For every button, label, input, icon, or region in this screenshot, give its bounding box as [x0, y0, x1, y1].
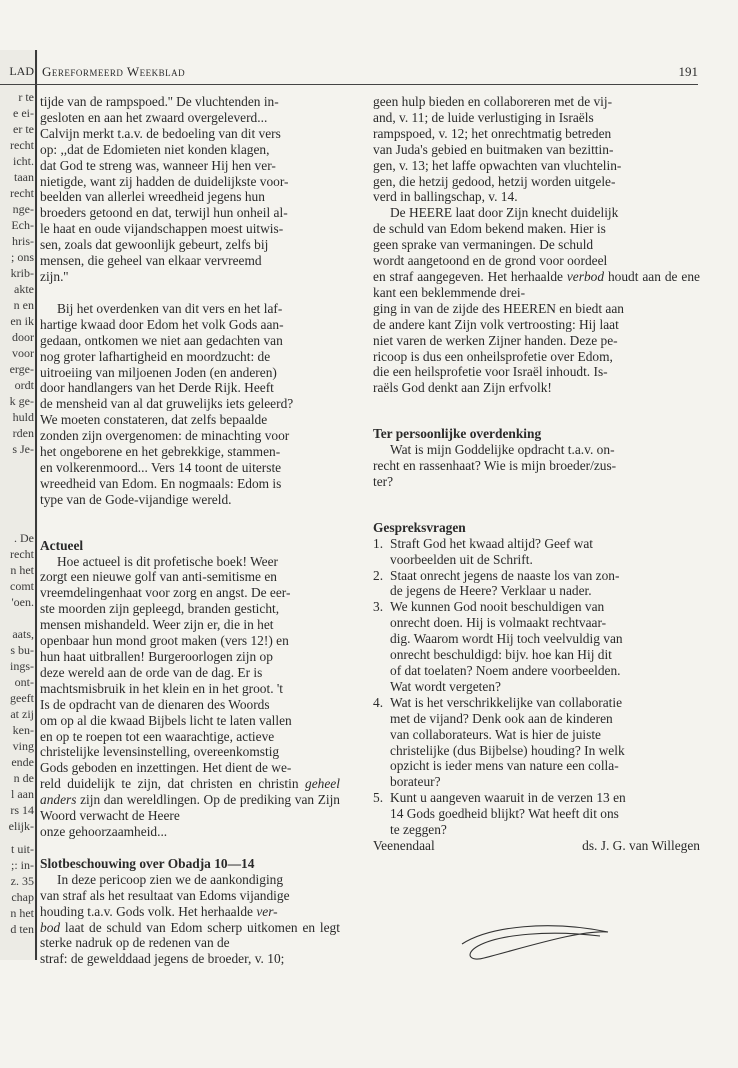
heading-actueel: Actueel [40, 537, 84, 553]
right-column [373, 94, 700, 854]
ornament-flourish-icon [460, 918, 610, 962]
paragraph-continuation: geen hulp bieden en collaboreren met de vij- and, v. 11; de luide verlustiging in Israëls rampspoed, v. 12; het onrechtmatig betreden van Juda's gebied en buitmaken van bezittin- gen, v. 13; het laffe opwachten van vluchtelin- gen, die hetzij gedood, hetzij worden uitgele- verd in ballingschap, v. 14. [373, 94, 622, 205]
question-item [373, 536, 700, 568]
paragraph-actueel: Hoe actueel is dit profetische boek! Weer zorgt een nieuwe golf van anti-semitisme en vreemdelingenhaat voor zorg en angst. De eer- ste moorden zijn gepleegd, branden gesticht, mensen mishandeld. Weer zijn er, die in het openbaar hun mond groot maken (vers 12!) en hun haat uitbrallen! Burgeroorlogen zijn op deze wereld aan de orde van de dag. Er is machtsmisbruik in het klein en in het groot. 't Is de opdracht van de dienaren des Woords om op al die kwaad Bijbels licht te laten vallen en op te roepen tot een waarachtige, actieve christelijke levensinstelling, overeenkomstig Gods geboden en inzettingen. Het dient de we- reld duidelijk te zijn, dat christen en christin geheel anders zijn dan wereldlingen. Op de prediking van Zijn Woord verwacht de Heere onze gehoorzaamheid... [40, 553, 341, 839]
header-rule [0, 84, 698, 85]
italic-geheel-anders: geheel anders [40, 776, 340, 808]
page-number: 191 [678, 64, 698, 79]
heading-gespreksvragen: Gespreksvragen [373, 519, 466, 535]
question-number: 3. [373, 599, 384, 615]
running-head-fragment: LAD [9, 64, 34, 78]
signature-author: ds. J. G. van Willegen [582, 837, 700, 853]
question-text: We kunnen God nooit beschuldigen van onrecht doen. Hij is volmaakt rechtvaar- dig. Waarom wordt Hij toch veelvuldig van onrecht beschuldigd: bijv. hoe kan Hij dit of dat toelaten? Noem andere voorbeelden. Wat wordt vergeten? [390, 599, 623, 694]
previous-page-text-b: . De recht n het comt 'oen. aats, s bu- ings- ont- geeft at zij ken- ving ende n de l aan rs 14 elijk- [8, 531, 34, 833]
question-number: 5. [373, 790, 384, 806]
paragraph-heere: De HEERE laat door Zijn knecht duidelijk de schuld van Edom bekend maken. Hier is geen sprake van vermaningen. De schuld wordt aangetoond en de grond voor oordeel en straf aangegeven. Het herhaalde verbod houdt aan de ene kant een beklemmende drei- ging in van de zijde des HEEREN en biedt aan de andere kant Zijn volk vertroosting: Hij laat niet varen de werken Zijner handen. Deze pe- ricoop is dus een onheilsprofetie over Edom, die een heilsprofetie voor Israël inhoudt. Is- raëls God denkt aan Zijn erfvolk! [373, 205, 700, 396]
question-number: 2. [373, 567, 384, 583]
paragraph-calvijn: tijde van de rampspoed.'' De vluchtenden in- gesloten en aan het zwaard overgeleverd... Calvijn merkt t.a.v. de bedoeling van dit vers op: ,,dat de Edomieten niet konden klagen, dat God te streng was, wanneer Hij hen ver- nietigde, want zij hadden de duidelijkste voor- beelden van allerlei wreedheid jegens hun broeders getoond en dat, terwijl hun onheil al- le haat en oude vijandschappen moest uitwis- sen, zoals dat gewoonlijk gebeurt, zelfs bij mensen, die geheel van elkaar vervreemd zijn.'' [40, 94, 289, 284]
heading-slotbeschouwing: Slotbeschouwing over Obadja 10—14 [40, 855, 255, 871]
question-text: Wat is het verschrikkelijke van collaboratie met de vijand? Denk ook aan de kinderen van collaborateurs. Wat is hier de juiste christelijke (dus Bijbelse) houding? In welk opzicht is ieder mens van nature een colla- borateur? [390, 694, 625, 790]
left-column [40, 94, 340, 967]
question-text: Staat onrecht jegens de naaste los van zon- de jegens de Heere? Verklaar u nader. [390, 567, 620, 599]
signature-place: Veenendaal [373, 837, 435, 853]
previous-page-text-a: r te e ei- er te recht icht. taan recht nge- Ech- hris- ; ons krib- akte n en en ik door voor erge- ordt k ge- huld rden s Je- [9, 90, 34, 456]
paragraph-persoonlijk: Wat is mijn Goddelijke opdracht t.a.v. on- recht en rassenhaat? Wie is mijn broeder/zus- ter? [373, 442, 617, 489]
heading-persoonlijk: Ter persoonlijke overdenking [373, 426, 542, 442]
italic-verbod: verbod [566, 268, 605, 284]
running-head [0, 64, 698, 82]
question-text: Kunt u aangeven waaruit in de verzen 13 en 14 Gods goedheid blijkt? Wat heeft dit ons te zeggen? [390, 790, 626, 838]
question-list [373, 536, 700, 838]
paragraph-slotbeschouwing: In deze pericoop zien we de aankondiging van straf als het resultaat van Edoms vijandige houding t.a.v. Gods volk. Het herhaalde ver- bod laat de schuld van Edom scherp uitkomen en legt sterke nadruk op de redenen van de straf: de gewelddaad jegens de broeder, v. 10; [40, 871, 340, 967]
signature [373, 838, 700, 854]
paragraph-overdenken: Bij het overdenken van dit vers en het laf- hartige kwaad door Edom het volk Gods aan- gedaan, ontkomen we niet aan gedachten van nog groter lafhartigheid en moordzucht: de uitroeiing van miljoenen Joden (en anderen) door handlangers van het Derde Rijk. Heeft de mensheid van al dat gruwelijks iets geleerd? We moeten constateren, dat zelfs bepaalde zonden zijn overgenomen: de minachting voor het ongeborene en het gebrekkige, stammen- en volkerenmoord... Vers 14 toont de uiterste wreedheid van Edom. En nogmaals: Edom is type van de Gode-vijandige wereld. [40, 300, 294, 507]
question-text: Straft God het kwaad altijd? Geef wat voorbeelden uit de Schrift. [390, 535, 594, 567]
question-number: 1. [373, 535, 384, 551]
question-item [373, 790, 700, 838]
page-fold-line [35, 50, 37, 960]
previous-page-text-c: t uit- ;: in- z. 35 chap n het d ten [10, 842, 34, 936]
journal-title: Gereformeerd Weekblad [42, 64, 186, 79]
question-item [373, 568, 700, 600]
question-item [373, 695, 700, 790]
question-item [373, 599, 700, 694]
question-number: 4. [373, 694, 384, 710]
